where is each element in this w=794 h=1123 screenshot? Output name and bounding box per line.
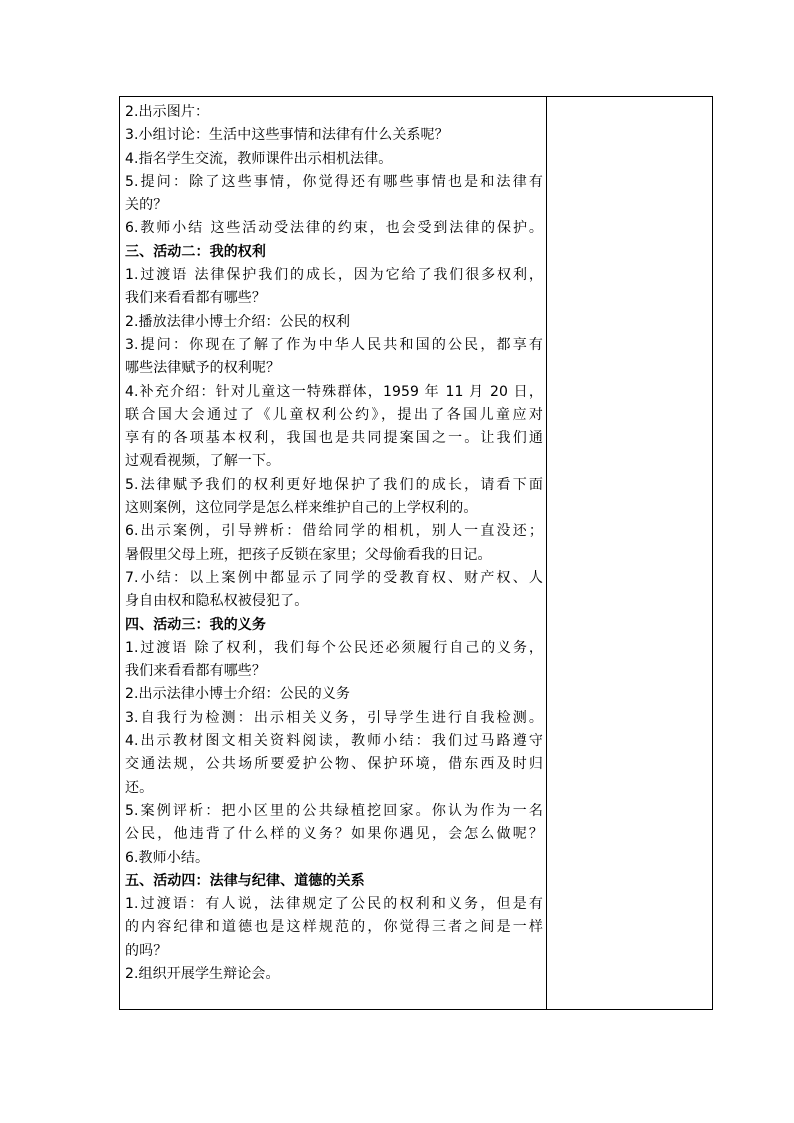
text-line: 享有的各项基本权利，我国也是共同提案国之一。让我们通 — [125, 430, 543, 447]
text-line: 6.教师小结 这些活动受法律的约束，也会受到法律的保护。 — [125, 220, 543, 237]
text-line: 6.教师小结。 — [125, 849, 210, 866]
text-line: 4.指名学生交流，教师课件出示相机法律。 — [125, 150, 393, 167]
text-line: 6.出示案例，引导辨析：借给同学的相机，别人一直没还； — [125, 523, 543, 540]
text-line: 5.提问：除了这些事情，你觉得还有哪些事情也是和法律有 — [125, 173, 543, 190]
text-line: 关的？ — [125, 197, 168, 214]
section-heading: 五、活动四：法律与纪律、道德的关系 — [125, 872, 365, 889]
text-line: 1.过渡语 除了权利，我们每个公民还必须履行自己的义务， — [125, 639, 543, 656]
text-line: 3.小组讨论：生活中这些事情和法律有什么关系呢？ — [125, 127, 449, 144]
text-line: 2.出示法律小博士介绍：公民的义务 — [125, 686, 351, 703]
text-line: 5.案例评析：把小区里的公共绿植挖回家。你认为作为一名 — [125, 802, 543, 819]
text-line: 交通法规，公共场所要爱护公物、保护环境，借东西及时归 — [125, 756, 543, 773]
lesson-content-cell — [120, 97, 547, 1009]
text-line: 这则案例，这位同学是怎么样来维护自己的上学权利的。 — [125, 500, 478, 517]
text-line: 我们来看看都有哪些？ — [125, 663, 266, 680]
text-line: 5.法律赋予我们的权利更好地保护了我们的成长，请看下面 — [125, 476, 543, 493]
text-line: 2.组织开展学生辩论会。 — [125, 965, 280, 982]
text-line: 1.过渡语 法律保护我们的成长，因为它给了我们很多权利， — [125, 267, 543, 284]
text-line: 联合国大会通过了《儿童权利公约》，提出了各国儿童应对 — [125, 406, 543, 423]
text-line: 暑假里父母上班，把孩子反锁在家里；父母偷看我的日记。 — [125, 546, 492, 563]
section-heading: 三、活动二：我的权利 — [125, 243, 266, 260]
text-line: 过观看视频，了解一下。 — [125, 453, 281, 470]
text-line: 的内容纪律和道德也是这样规范的，你觉得三者之间是一样 — [125, 919, 543, 936]
text-line: 3.提问：你现在了解了作为中华人民共和国的公民，都享有 — [125, 336, 543, 353]
section-heading: 四、活动三：我的义务 — [125, 616, 266, 633]
text-line: 哪些法律赋予的权利呢？ — [125, 360, 281, 377]
text-line: 2.出示图片： — [125, 104, 210, 120]
text-line: 身自由权和隐私权被侵犯了。 — [125, 593, 309, 610]
text-line: 2.播放法律小博士介绍：公民的权利 — [125, 313, 351, 330]
text-line: 还。 — [125, 779, 154, 796]
text-line: 4.补充介绍：针对儿童这一特殊群体，1959 年 11 月 20 日， — [125, 383, 543, 400]
text-line: 4.出示教材图文相关资料阅读，教师小结：我们过马路遵守 — [125, 733, 543, 750]
text-line: 的吗？ — [125, 942, 168, 959]
text-line: 1.过渡语：有人说，法律规定了公民的权利和义务，但是有 — [125, 896, 543, 913]
lesson-plan-table — [119, 96, 713, 1010]
notes-cell — [547, 97, 712, 1009]
text-line: 公民，他违背了什么样的义务？如果你遇见，会怎么做呢？ — [125, 826, 543, 843]
text-line: 7.小结：以上案例中都显示了同学的受教育权、财产权、人 — [125, 569, 543, 586]
text-line: 我们来看看都有哪些？ — [125, 290, 266, 307]
text-line: 3.自我行为检测：出示相关义务，引导学生进行自我检测。 — [125, 709, 543, 726]
